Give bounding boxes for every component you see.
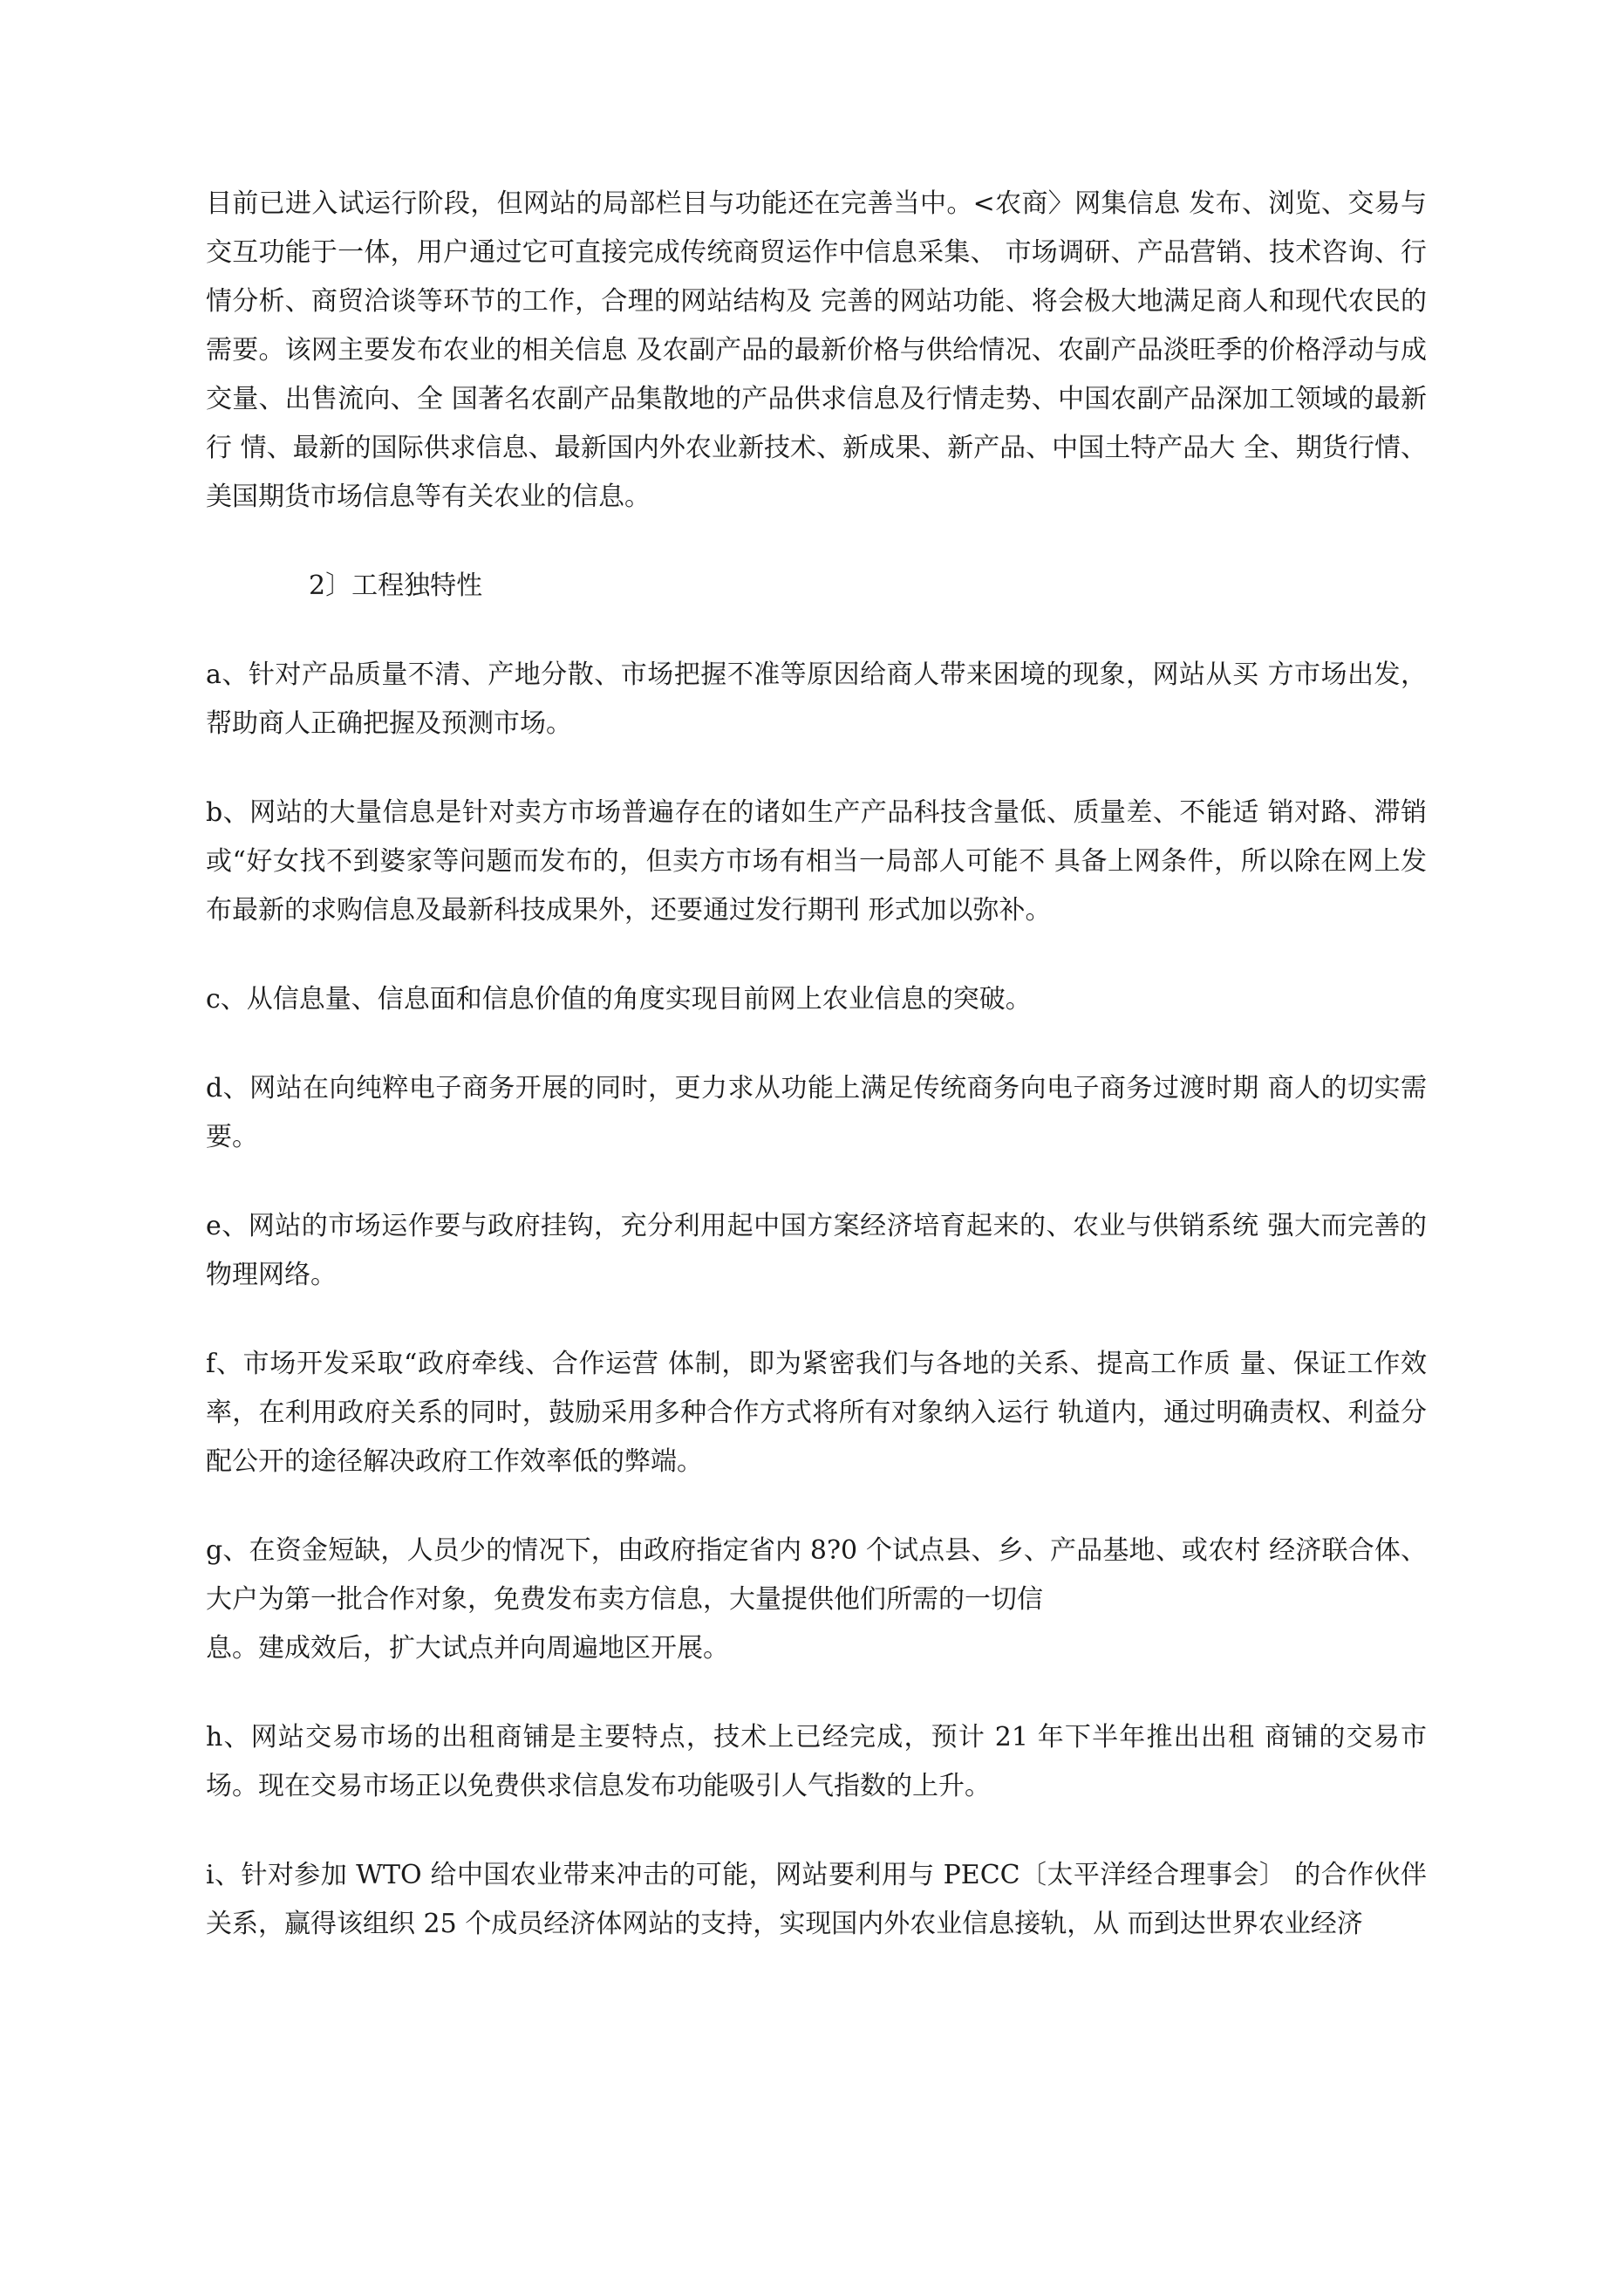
paragraph-item-e: e、网站的市场运作要与政府挂钩，充分利用起中国方案经济培育起来的、农业与供销系统 强大而完善的物理网络。: [206, 1211, 1427, 1290]
paragraph-item-b: b、网站的大量信息是针对卖方市场普遍存在的诸如生产产品科技含量低、质量差、不能适 销对路、滞销或“好女找不到婆家等问题而发布的，但卖方市场有相当一局部人可能不 具备上网条件，所以除在网上发布最新的求购信息及最新科技成果外，还要通过发行期刊 形式加以弥补。: [206, 797, 1427, 926]
paragraph-item-a: a、针对产品质量不清、产地分散、市场把握不准等原因给商人带来困境的现象，网站从买 方市场出发，帮助商人正确把握及预测市场。: [206, 659, 1427, 739]
paragraph-item-i: i、针对参加 WTO 给中国农业带来冲击的可能，网站要利用与 PECC〔太平洋经合理事会〕 的合作伙伴关系，赢得该组织 25 个成员经济体网站的支持，实现国内外农业信息接轨，从 而到达世界农业经济: [206, 1860, 1427, 1939]
paragraph-item-d: d、网站在向纯粹电子商务开展的同时，更力求从功能上满足传统商务向电子商务过渡时期 商人的切实需要。: [206, 1073, 1427, 1152]
paragraph-intro: 目前已进入试运行阶段，但网站的局部栏目与功能还在完善当中。<农商〉网集信息 发布、浏览、交易与交互功能于一体，用户通过它可直接完成传统商贸运作中信息采集、 市场调研、产品营销、技术咨询、行情分析、商贸洽谈等环节的工作，合理的网站结构及 完善的网站功能、将会极大地满足商人和现代农民的需要。该网主要发布农业的相关信息 及农副产品的最新价格与供给情况、农副产品淡旺季的价格浮动与成交量、出售流向、全 国著名农副产品集散地的产品供求信息及行情走势、中国农副产品深加工领域的最新行 情、最新的国际供求信息、最新国内外农业新技术、新成果、新产品、中国土特产品大 全、期货行情、美国期货市场信息等有关农业的信息。: [206, 188, 1427, 512]
section-heading: 2〕工程独特性: [309, 571, 483, 601]
paragraph-item-g-line-2: 息。建成效后，扩大试点并向周遍地区开展。: [206, 1633, 729, 1664]
paragraph-item-g: [206, 1527, 1427, 1673]
paragraph-item-c: c、从信息量、信息面和信息价值的角度实现目前网上农业信息的突破。: [206, 984, 1032, 1015]
paragraph-item-f: f、市场开发采取“政府牵线、合作运营 体制，即为紧密我们与各地的关系、提高工作质 量、保证工作效率，在利用政府关系的同时，鼓励采用多种合作方式将所有对象纳入运行 轨道内，通过明确责权、利益分配公开的途径解决政府工作效率低的弊端。: [206, 1349, 1427, 1477]
document-body: [206, 180, 1427, 1989]
paragraph-item-h: h、网站交易市场的出租商铺是主要特点，技术上已经完成，预计 21 年下半年推出出租 商铺的交易市场。现在交易市场正以免费供求信息发布功能吸引人气指数的上升。: [206, 1722, 1427, 1801]
paragraph-item-g-line-1: g、在资金短缺，人员少的情况下，由政府指定省内 8?0 个试点县、乡、产品基地、或农村 经济联合体、大户为第一批合作对象，免费发布卖方信息，大量提供他们所需的一切信: [206, 1535, 1427, 1615]
